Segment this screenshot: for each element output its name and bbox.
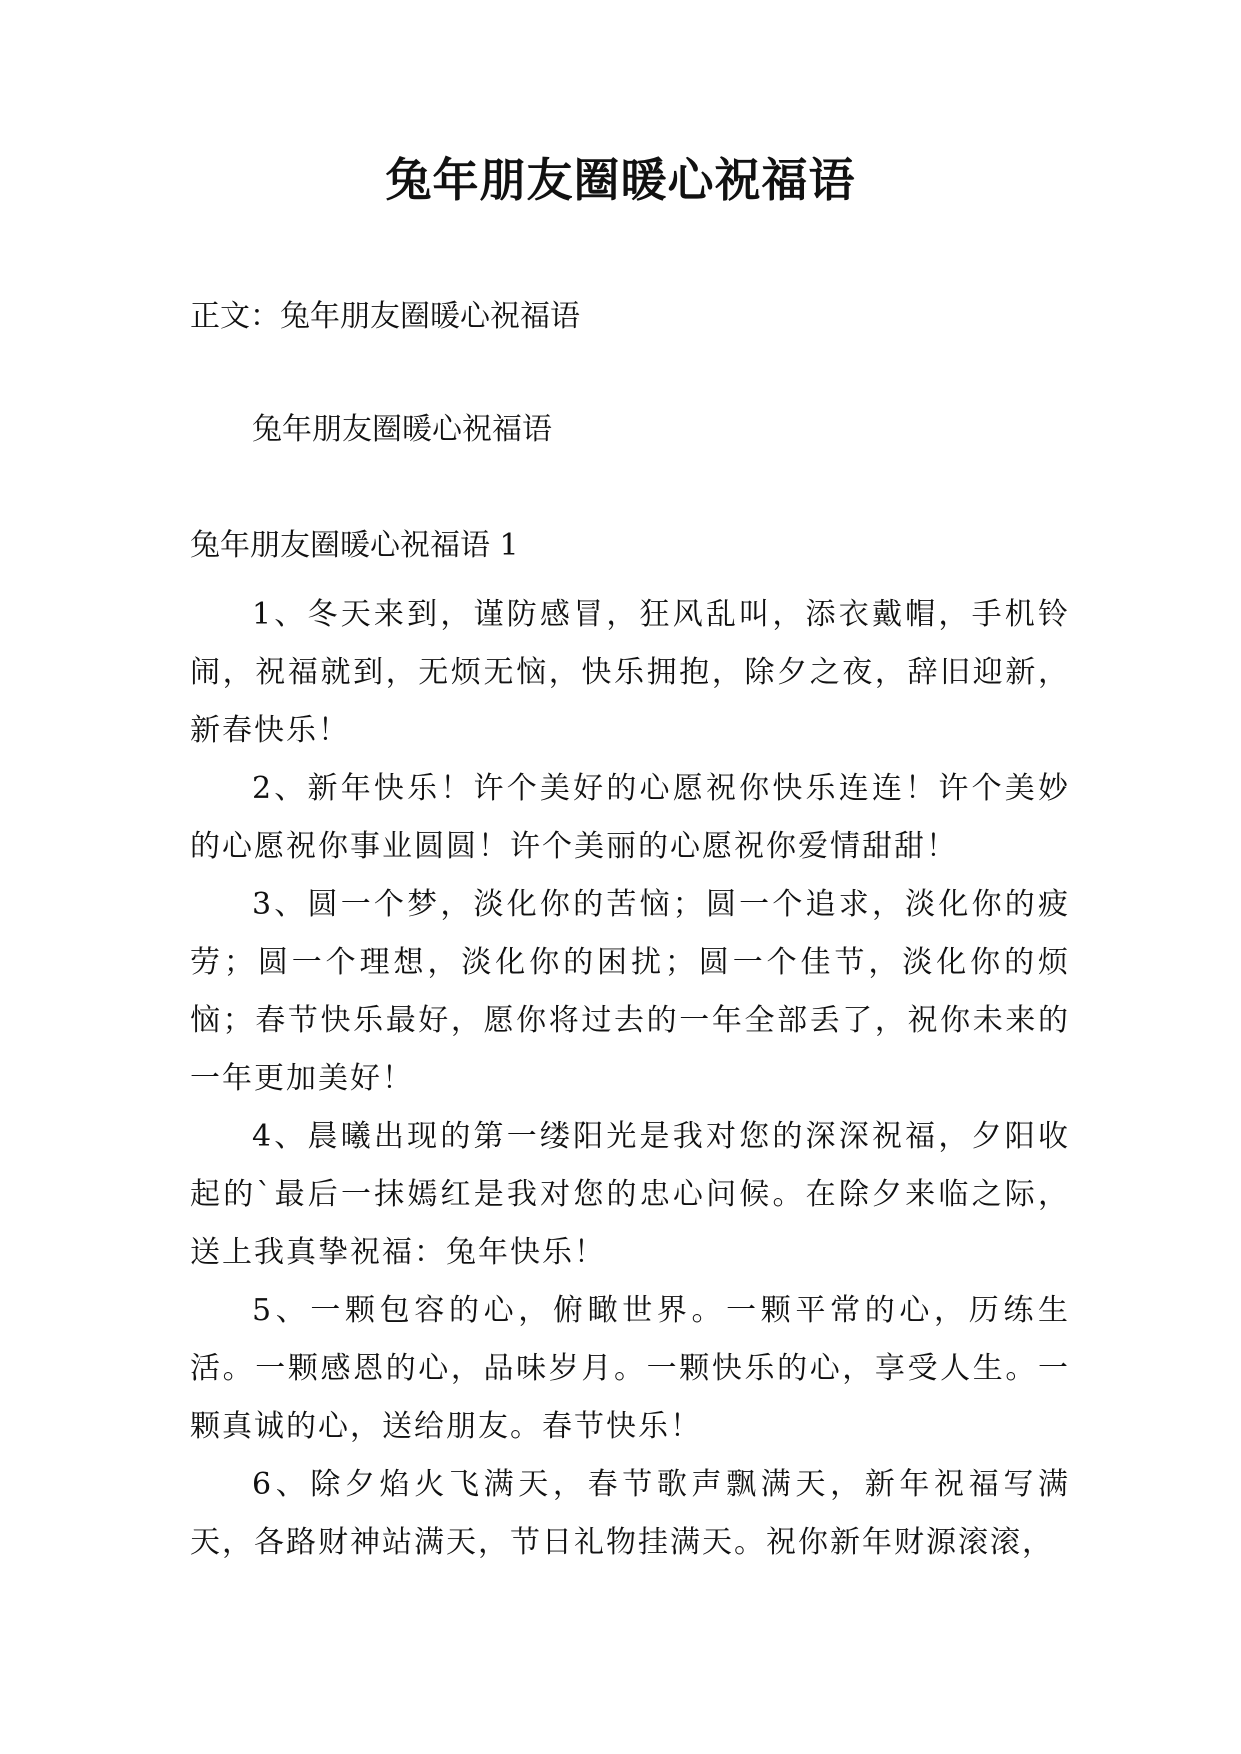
section-heading: 兔年朋友圈暖心祝福语 1 [190, 528, 519, 563]
paragraph-6: 6、除夕焰火飞满天，春节歌声飘满天，新年祝福写满天，各路财神站满天，节日礼物挂满天。祝你新年财源滚滚， [190, 1467, 1070, 1560]
paragraph-5: 5、一颗包容的心，俯瞰世界。一颗平常的心，历练生活。一颗感恩的心，品味岁月。一颗快乐的心，享受人生。一颗真诚的心，送给朋友。春节快乐！ [190, 1293, 1070, 1444]
body-text [190, 586, 1070, 1572]
paragraph-3: 3、圆一个梦，淡化你的苦恼；圆一个追求，淡化你的疲劳；圆一个理想，淡化你的困扰；圆一个佳节，淡化你的烦恼；春节快乐最好，愿你将过去的一年全部丢了，祝你未来的一年更加美好！ [190, 887, 1070, 1096]
intro-line: 正文：兔年朋友圈暖心祝福语 [190, 299, 580, 334]
paragraph-4: 4、晨曦出现的第一缕阳光是我对您的深深祝福，夕阳收起的`最后一抹嫣红是我对您的忠心问候。在除夕来临之际，送上我真挚祝福：兔年快乐！ [190, 1119, 1070, 1270]
document-title: 兔年朋友圈暖心祝福语 [385, 153, 856, 207]
indented-subtitle: 兔年朋友圈暖心祝福语 [252, 412, 552, 447]
paragraph-1: 1、冬天来到，谨防感冒，狂风乱叫，添衣戴帽，手机铃闹，祝福就到，无烦无恼，快乐拥抱，除夕之夜，辞旧迎新，新春快乐！ [190, 597, 1070, 748]
paragraph-2: 2、新年快乐！许个美好的心愿祝你快乐连连！许个美妙的心愿祝你事业圆圆！许个美丽的心愿祝你爱情甜甜！ [190, 771, 1070, 864]
